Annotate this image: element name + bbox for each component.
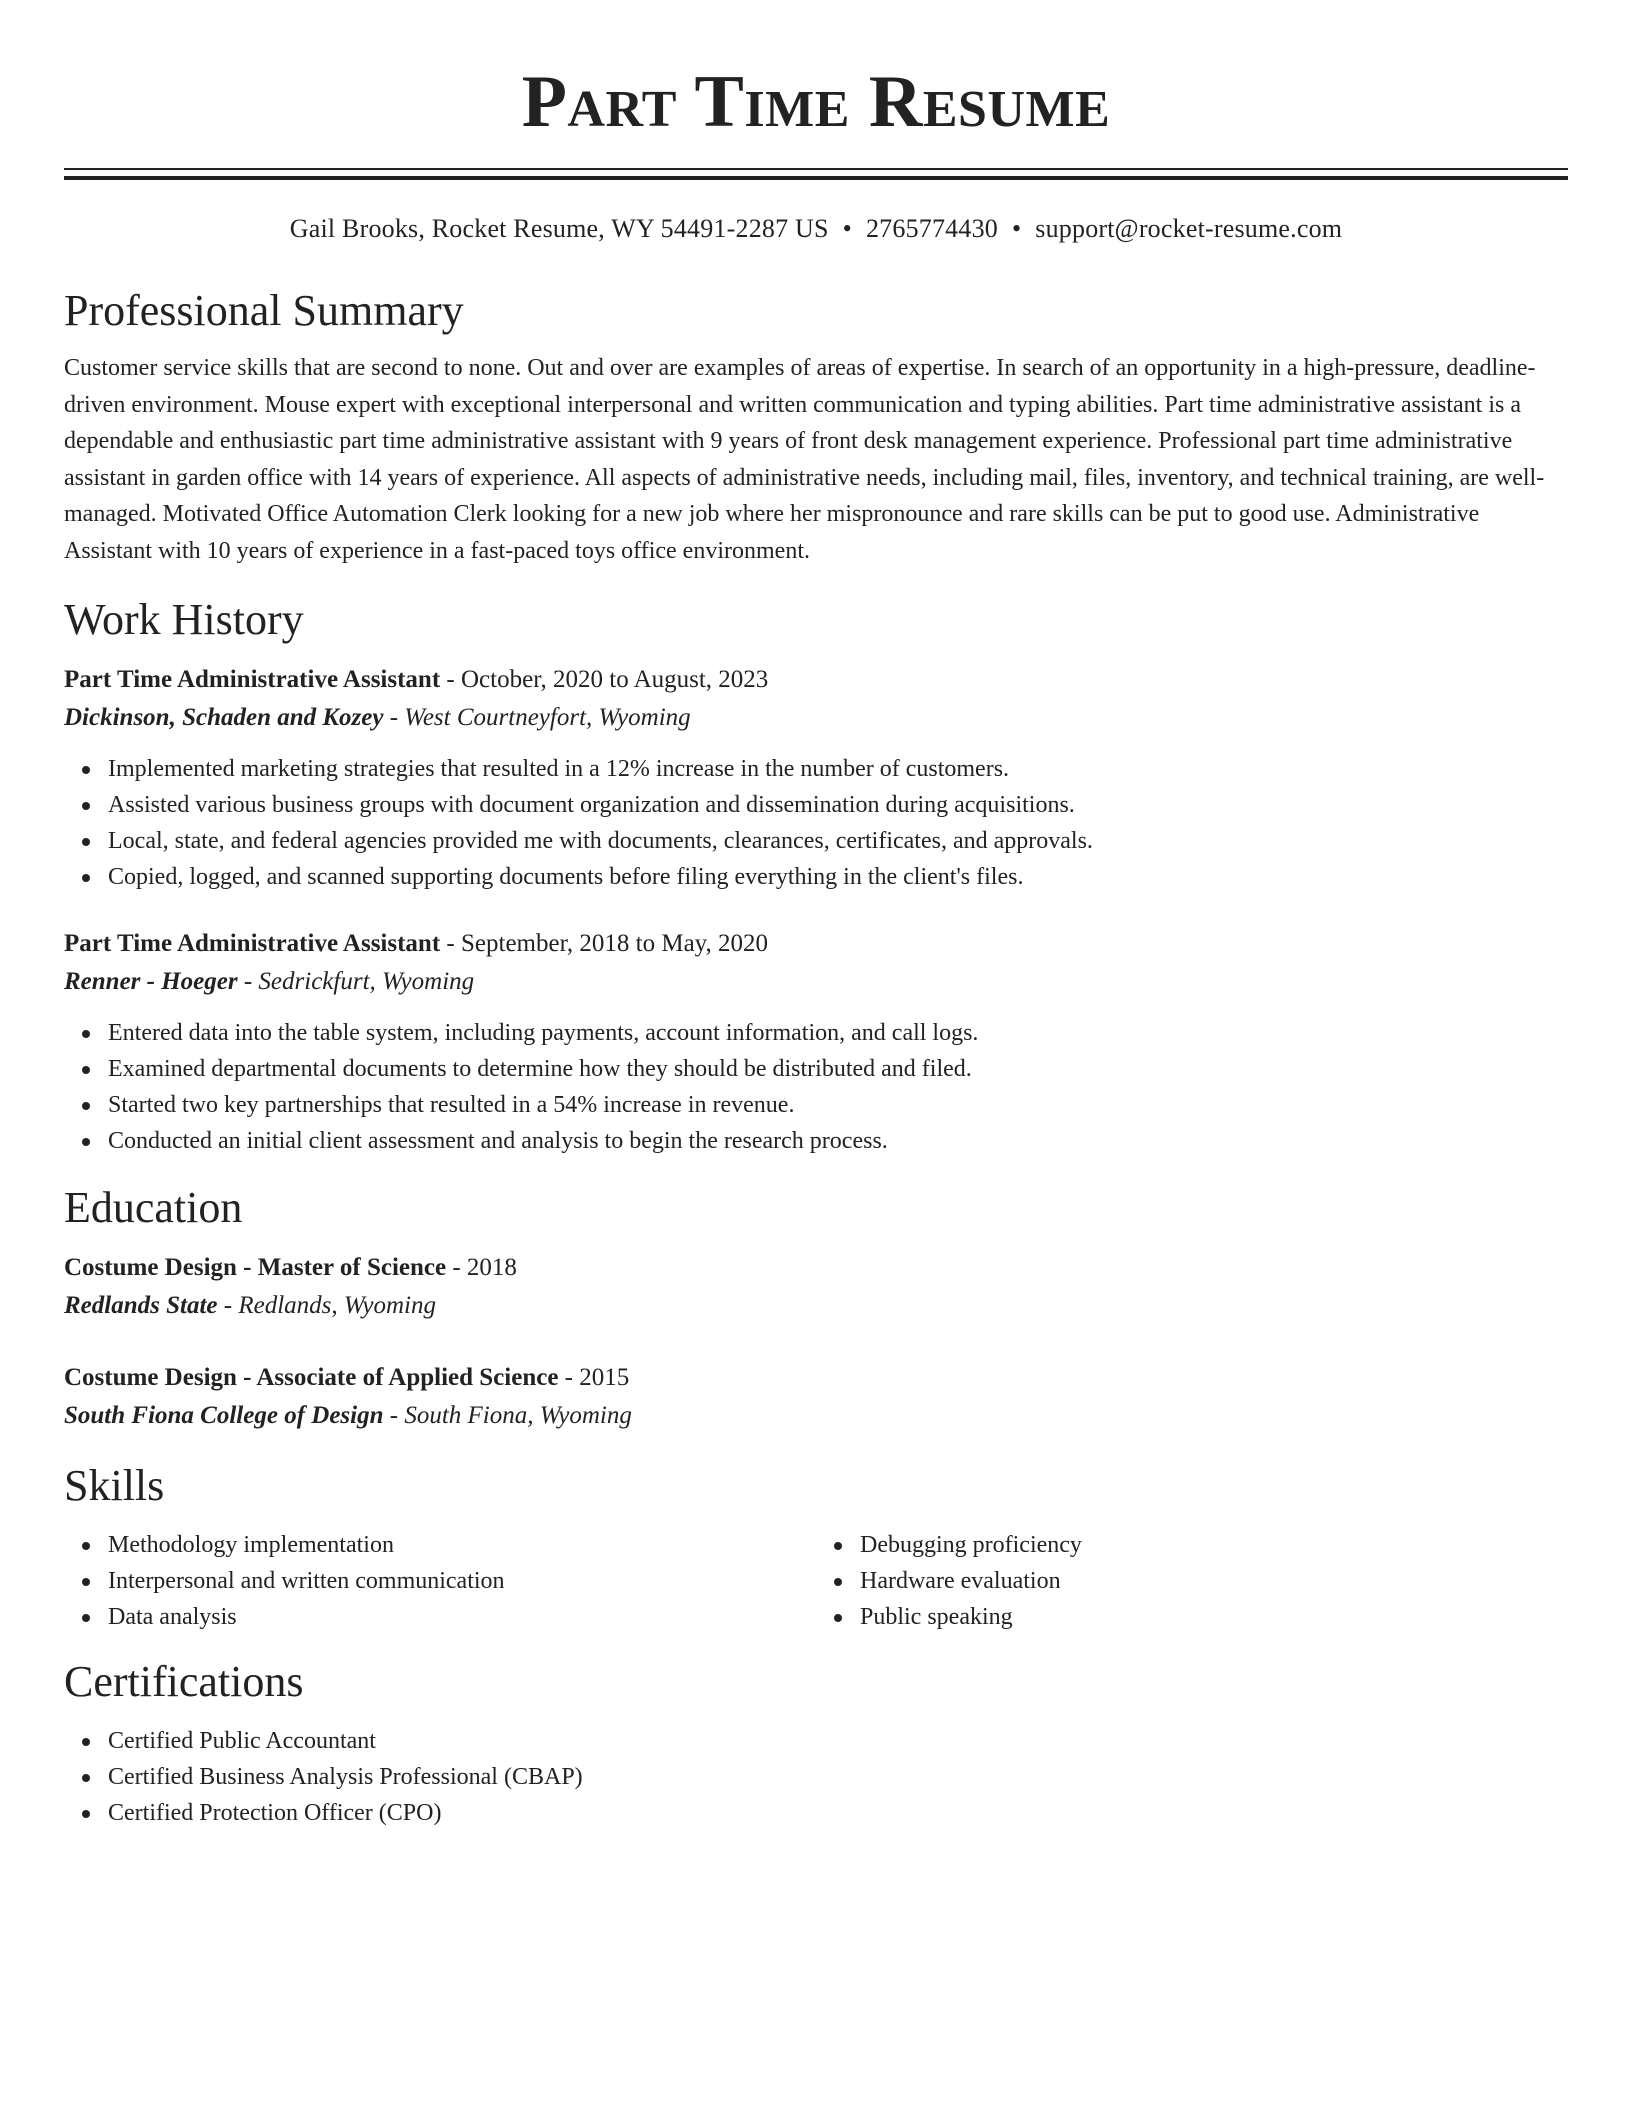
education-school-line bbox=[64, 1287, 1568, 1325]
certifications-heading: Certifications bbox=[64, 1657, 304, 1706]
contact-email: support@rocket-resume.com bbox=[1035, 214, 1343, 243]
title-divider-thin bbox=[64, 168, 1568, 170]
skills-list-right bbox=[816, 1527, 1568, 1635]
job-title: Part Time Administrative Assistant bbox=[64, 930, 441, 957]
list-item: Data analysis bbox=[108, 1599, 816, 1635]
job-entry bbox=[64, 661, 1568, 895]
list-item: Assisted various business groups with document organization and dissemination during acquisitions. bbox=[108, 787, 1568, 823]
list-item: Public speaking bbox=[860, 1599, 1568, 1635]
job-bullet-list bbox=[64, 751, 1568, 895]
job-company-line bbox=[64, 963, 1568, 1001]
education-degree-line bbox=[64, 1359, 1568, 1397]
list-item: Interpersonal and written communication bbox=[108, 1563, 816, 1599]
job-entry bbox=[64, 925, 1568, 1159]
contact-separator: • bbox=[1011, 214, 1022, 243]
list-item: Certified Public Accountant bbox=[108, 1723, 1568, 1759]
contact-line bbox=[64, 214, 1568, 244]
list-item: Entered data into the table system, including payments, account information, and call logs. bbox=[108, 1015, 1568, 1051]
list-item: Hardware evaluation bbox=[860, 1563, 1568, 1599]
list-item: Methodology implementation bbox=[108, 1527, 816, 1563]
skills-grid bbox=[64, 1527, 1568, 1635]
list-item: Started two key partnerships that resulted in a 54% increase in revenue. bbox=[108, 1087, 1568, 1123]
list-item: Debugging proficiency bbox=[860, 1527, 1568, 1563]
job-dates: - September, 2018 to May, 2020 bbox=[440, 930, 769, 957]
summary-heading: Professional Summary bbox=[64, 286, 464, 335]
job-title-line bbox=[64, 925, 1568, 963]
job-title: Part Time Administrative Assistant bbox=[64, 666, 441, 693]
education-heading: Education bbox=[64, 1183, 243, 1232]
list-item: Conducted an initial client assessment and analysis to begin the research process. bbox=[108, 1123, 1568, 1159]
job-bullet-list bbox=[64, 1015, 1568, 1159]
skills-list-left bbox=[64, 1527, 816, 1635]
certifications-list bbox=[64, 1723, 1568, 1831]
job-company: Renner - Hoeger bbox=[64, 968, 238, 995]
contact-address: Gail Brooks, Rocket Resume, WY 54491-2287 US bbox=[289, 214, 829, 243]
skills-heading: Skills bbox=[64, 1461, 165, 1510]
education-entry bbox=[64, 1249, 1568, 1325]
education-degree: Costume Design - Associate of Applied Science bbox=[64, 1364, 559, 1391]
job-title-line bbox=[64, 661, 1568, 699]
education-degree: Costume Design - Master of Science bbox=[64, 1254, 447, 1281]
education-year: - 2018 bbox=[446, 1254, 517, 1281]
job-location: - West Courtneyfort, Wyoming bbox=[383, 704, 691, 731]
education-entry bbox=[64, 1359, 1568, 1435]
education-school: South Fiona College of Design bbox=[64, 1402, 384, 1429]
contact-phone: 2765774430 bbox=[865, 214, 998, 243]
job-location: - Sedrickfurt, Wyoming bbox=[237, 968, 475, 995]
education-year: - 2015 bbox=[558, 1364, 630, 1391]
education-school: Redlands State bbox=[64, 1292, 218, 1319]
list-item: Certified Business Analysis Professional (CBAP) bbox=[108, 1759, 1568, 1795]
contact-separator: • bbox=[842, 214, 852, 243]
list-item: Copied, logged, and scanned supporting documents before filing everything in the client's files. bbox=[108, 859, 1568, 895]
education-location: - South Fiona, Wyoming bbox=[383, 1402, 632, 1429]
work-history-heading: Work History bbox=[64, 595, 304, 644]
resume-page bbox=[64, 0, 1568, 1831]
summary-text: Customer service skills that are second to none. Out and over are examples of areas of expertise. In search of an opportunity in a high-pressure, deadline-driven environment. Mouse expert with exceptional interpersonal and written communication and typing abilities. Part time administrative assistant is a dependable and enthusiastic part time administrative assistant with 9 years of front desk management experience. Professional part time administrative assistant in garden office with 14 years of experience. All aspects of administrative needs, including mail, files, inventory, and technical training, are well-managed. Motivated Office Automation Clerk looking for a new job where her mispronounce and rare skills can be put to good use. Administrative Assistant with 10 years of experience in a fast-paced toys office environment. bbox=[64, 355, 1545, 564]
list-item: Implemented marketing strategies that resulted in a 12% increase in the number of customers. bbox=[108, 751, 1568, 787]
resume-title: Part Time Resume bbox=[521, 61, 1111, 143]
education-degree-line bbox=[64, 1249, 1568, 1287]
job-company-line bbox=[64, 699, 1568, 737]
title-divider-thick bbox=[64, 176, 1568, 180]
job-company: Dickinson, Schaden and Kozey bbox=[64, 704, 384, 731]
job-dates: - October, 2020 to August, 2023 bbox=[440, 666, 769, 693]
list-item: Examined departmental documents to determine how they should be distributed and filed. bbox=[108, 1051, 1568, 1087]
education-location: - Redlands, Wyoming bbox=[217, 1292, 436, 1319]
list-item: Certified Protection Officer (CPO) bbox=[108, 1795, 1568, 1831]
education-school-line bbox=[64, 1397, 1568, 1435]
list-item: Local, state, and federal agencies provided me with documents, clearances, certificates, and approvals. bbox=[108, 823, 1568, 859]
